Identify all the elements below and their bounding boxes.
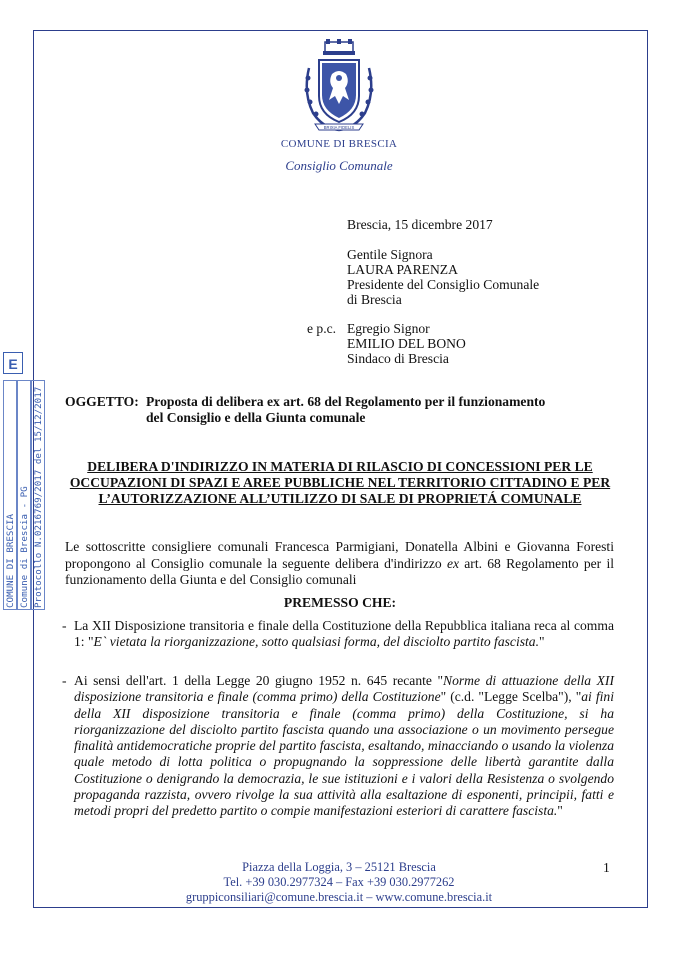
- recipient-city: di Brescia: [347, 292, 402, 307]
- protocol-stamp: [3, 352, 47, 614]
- subject-line-1: Proposta di delibera ex art. 68 del Regolamento per il funzionamento: [146, 394, 546, 409]
- premise-item-2: - Ai sensi dell'art. 1 della Legge 20 giugno 1952 n. 645 recante "Norme di attuazione della XII disposizione transitoria e finale (comma primo) della Costituzione" (c.d. "Legge Scelba"), "ai fini della XII disposizione transitoria e finale (comma primo) della Costituzione, si ha riorganizzazione del disciolto partito fascista quando una associazione o un movimento persegue finalità antidemocratiche proprie del partito fascista, esaltando, minacciando o usando la violenza quale metodo di lotta politica o propugnando la soppressione delle libertà garantite dalla Costituzione o denigrando la democrazia, le sue istituzioni e i valori della Resistenza o svolgendo propaganda razzista, ovvero rivolge la sua attività alla esaltazione di esponenti, principii, fatti e metodi propri del predetto partito o compie manifestazioni esteriori di carattere fascista.": [62, 673, 614, 819]
- stamp-line-2: Comune di Brescia - PG: [19, 486, 30, 608]
- recipient-name: LAURA PARENZA: [347, 262, 458, 277]
- cc-label: e p.c.: [307, 321, 337, 336]
- resolution-title-line-1: DELIBERA D'INDIRIZZO IN MATERIA DI RILASCIO DI CONCESSIONI PER LE: [87, 459, 593, 474]
- cc-salutation: Egregio Signor: [347, 321, 430, 336]
- organization-body: Consiglio Comunale: [285, 158, 393, 173]
- subject-label: OGGETTO:: [65, 394, 139, 409]
- crest-motto: BRIXIA FIDELIS: [323, 125, 355, 130]
- stamp-line-1: COMUNE DI BRESCIA: [5, 513, 16, 608]
- subject-line-2: del Consiglio e della Giunta comunale: [146, 410, 366, 425]
- premise-item-1: - La XII Disposizione transitoria e finale della Costituzione della Repubblica italiana reca al comma 1: "E` vietata la riorganizzazione, sotto qualsiasi forma, del disciolto partito fascista.": [62, 618, 614, 650]
- resolution-title-line-2: OCCUPAZIONI DI SPAZI E AREE PUBBLICHE NEL TERRITORIO CITTADINO E PER: [69, 475, 611, 490]
- recipient-title: Presidente del Consiglio Comunale: [347, 277, 540, 292]
- coat-of-arms-logo: [299, 38, 379, 138]
- resolution-title-line-3: L’AUTORIZZAZIONE ALL’UTILIZZO DI SALE DI PROPRIETÁ COMUNALE: [98, 491, 582, 506]
- organization-name: COMUNE DI BRESCIA: [280, 138, 398, 150]
- cc-title: Sindaco di Brescia: [347, 351, 449, 366]
- recipient-salutation: Gentile Signora: [347, 247, 433, 262]
- stamp-letter: E: [3, 352, 23, 374]
- page-number: 1: [603, 860, 610, 875]
- stamp-line-3: Protocollo N.0216769/2017 del 15/12/2017: [33, 386, 44, 608]
- cc-name: EMILIO DEL BONO: [347, 336, 466, 351]
- place-date: Brescia, 15 dicembre 2017: [347, 217, 493, 232]
- intro-paragraph: Le sottoscritte consigliere comunali Francesca Parmigiani, Donatella Albini e Giovanna Foresti propongono al Consiglio comunale la seguente delibera d'indirizzo ex art. 68 Regolamento per il funzionamento della Giunta e del Consiglio comunali: [65, 539, 614, 587]
- premesso-heading: PREMESSO CHE:: [283, 595, 397, 610]
- footer-address: Piazza della Loggia, 3 – 25121 Brescia: [242, 860, 436, 874]
- footer-email-web: gruppiconsiliari@comune.brescia.it – www.comune.brescia.it: [185, 890, 493, 904]
- footer-phone: Tel. +39 030.2977324 – Fax +39 030.2977262: [223, 875, 455, 889]
